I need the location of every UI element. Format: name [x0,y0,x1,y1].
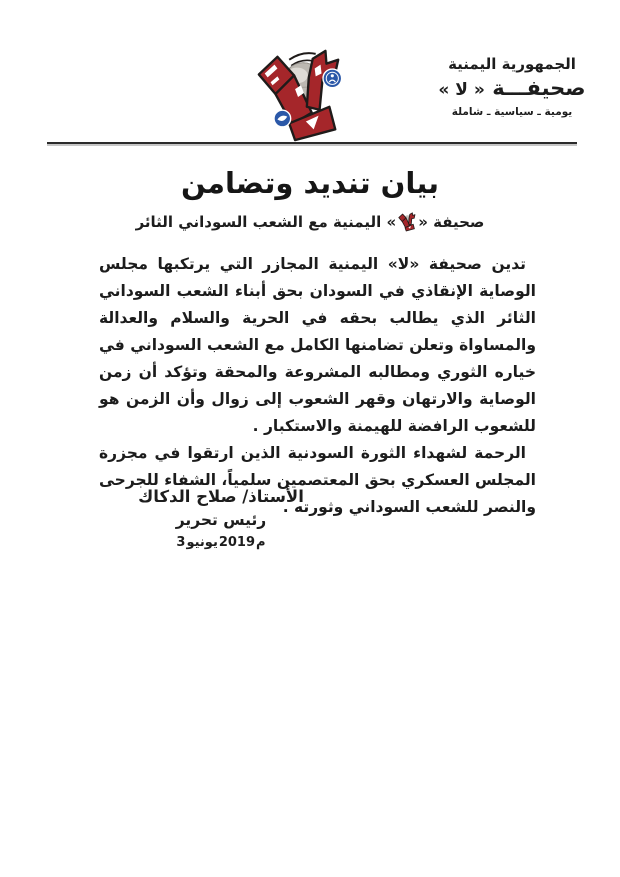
statement-date [116,535,326,550]
header-country: الجمهورية اليمنية [448,55,576,73]
statement-body [99,251,536,521]
date-day: 3 [176,535,186,550]
signatory-role: رئيس تحرير [175,511,267,529]
signature-block [116,487,326,550]
header-paper-quoted: « لا » [438,80,485,101]
subtitle-suffix: » اليمنية مع الشعب السوداني الثائر [135,213,397,231]
date-month: يونيو [186,535,218,550]
statement-title: بيان تنديد وتضامن [180,166,440,200]
subtitle-mini-la-logo-icon [397,212,417,232]
letterhead-text-block [432,56,592,118]
header-paper-title: صحيفـــة [492,76,586,101]
statement-paragraph-2: الرحمة لشهداء الثورة السودنية الذين ارتقوا في مجزرة المجلس العسكري بحق المعتصمين سلمياً، الشفاء للجرحى والنصر للشعب السوداني وثورته . [99,444,536,516]
header-divider [47,142,577,144]
statement-paragraph-1: تدين صحيفة «لا» اليمنية المجازر التي يرتكبها مجلس الوصاية الإنقاذي في السودان بحق أبناء الشعب السوداني الثائر الذي يطالب بحقه في الحرية والسلام والعدالة والمساواة وتعلن تضامنها الكامل مع الشعب السوداني في خياره الثوري ومطالبه المشروعة والمحقة وتؤكد أن زمن الوصاية والارتهان وقهر الشعوب إلى زوال وأن الزمن هو للشعوب الرافضة للهيمنة والاستكبار . [99,255,536,435]
date-year: 2019 [218,535,256,550]
date-era: م [256,535,266,550]
newspaper-logo [250,46,348,146]
header-paper-name [432,76,592,101]
subtitle-prefix: صحيفة « [418,213,485,231]
la-logo-icon [250,46,348,146]
signatory-name: الأستاذ/ صلاح الدكاك [138,487,304,506]
header-tagline: يومية ـ سياسية ـ شاملة [451,105,573,118]
statement-subtitle [0,212,620,232]
